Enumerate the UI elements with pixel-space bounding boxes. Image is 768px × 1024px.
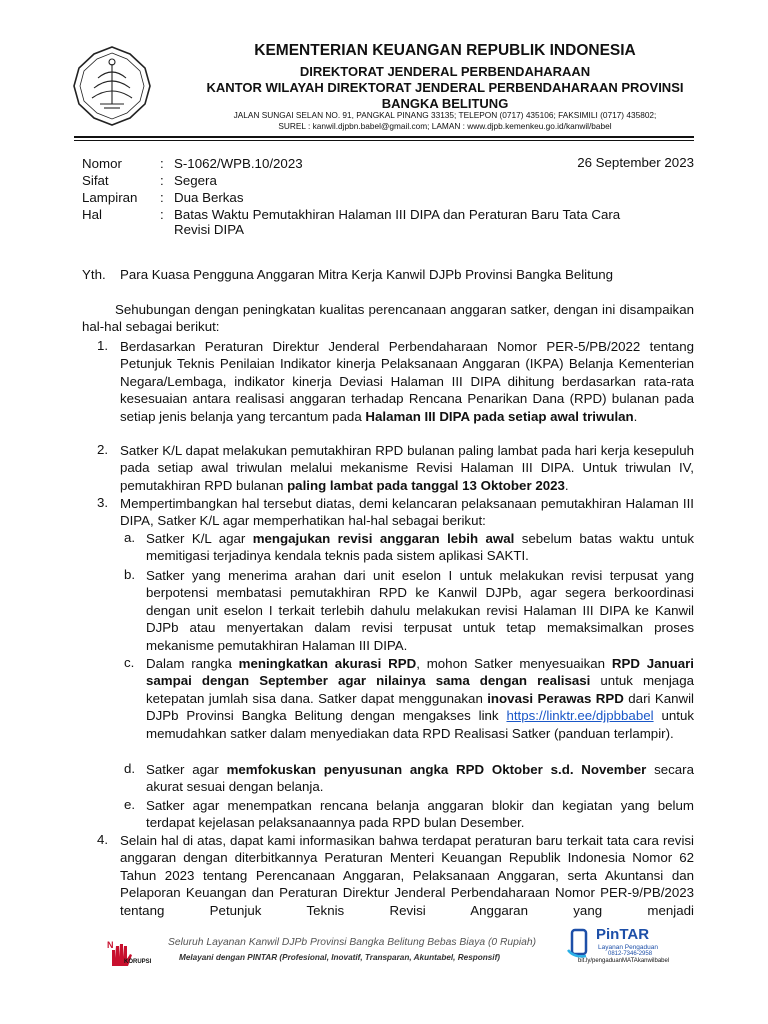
item-2-paragraph: Satker K/L dapat melakukan pemutakhiran RPD bulanan paling lambat pada hari kerja kesepuluh pada setiap awal triwulan melalui mekanisme Revisi Halaman III DIPA. Untuk triwulan IV, pemutakhiran RPD bulanan paling lambat pada tanggal 13 Oktober 2023. (120, 443, 694, 493)
hal-label: Hal (82, 207, 102, 222)
colon: : (160, 190, 164, 205)
letterhead-rule-thick (74, 136, 694, 138)
sifat-value: Segera (174, 173, 217, 188)
item-3-paragraph: Mempertimbangkan hal tersebut diatas, demi kelancaran pelaksanaan pemutakhiran Halaman III DIPA, Satker K/L agar memperhatikan hal-hal sebagai berikut: (120, 496, 694, 529)
phone-icon (566, 928, 594, 960)
hal-value-line1: Batas Waktu Pemutakhiran Halaman III DIPA dan Peraturan Baru Tata Cara (174, 207, 621, 222)
no-korupsi-text: KORUPSI (124, 959, 152, 965)
colon: : (160, 207, 164, 222)
subitem-letter: a. (124, 530, 136, 545)
stop-hand-icon (104, 938, 152, 970)
footer-line1: Seluruh Layanan Kanwil DJPb Provinsi Bangka Belitung Bebas Biaya (0 Rupiah) (168, 937, 537, 948)
colon: : (160, 173, 164, 188)
letterhead-address: JALAN SUNGAI SELAN NO. 91, PANGKAL PINANG 33135; TELEPON (0717) 435106; FAKSIMILI (0717) 435802; (233, 110, 657, 120)
no-korupsi-logo (104, 938, 152, 970)
perawas-link[interactable]: https://linktr.ee/djpbbabel (506, 708, 654, 724)
letterhead-office-line2: BANGKA BELITUNG (381, 96, 509, 111)
nomor-label: Nomor (82, 156, 122, 171)
subitem-e-paragraph: Satker agar menempatkan rencana belanja anggaran blokir dan kegiatan yang belum terdapat kejelasan pelaksanaannya pada RPD bulan Desember. (146, 798, 694, 831)
lampiran-label: Lampiran (82, 190, 138, 205)
subitem-a-paragraph: Satker K/L agar mengajukan revisi anggaran lebih awal sebelum batas waktu untuk memitigasi terjadinya kendala teknis pada sistem aplikasi SAKTI. (146, 531, 694, 564)
recipient-label: Yth. (82, 267, 106, 282)
item-1-paragraph: Berdasarkan Peraturan Direktur Jenderal Perbendaharaan Nomor PER-5/PB/2022 tentang Petunjuk Teknis Penilaian Indikator kinerja Pelaksanaan Anggaran (IKPA) Belanja Kementerian Negara/Lembaga, indikator kinerja Deviasi Halaman III DIPA dihitung berdasarkan rata-rata kesesuaian antara realisasi anggaran terhadap Rencana Penarikan Dana (RPD) bulanan pada setiap jenis belanja yang tercantum pada Halaman III DIPA pada setiap awal triwulan. (120, 339, 694, 424)
letterhead-contact: SUREL : kanwil.djpbn.babel@gmail.com; LAMAN : www.djpb.kemenkeu.go.id/kanwil/babel (278, 121, 612, 131)
item-number: 3. (97, 495, 109, 510)
subitem-b-paragraph: Satker yang menerima arahan dari unit eselon I untuk melakukan revisi terpusat yang berpotensi membatasi pemutakhiran RPD ke Kanwil DJPb, agar segera berkoordinasi dengan unit eselon I terkait terlebih dahulu melakukan revisi Halaman III DIPA ke Kanwil DJPb atau menyertakan dalam revisi terpusat untuk tetap memaksimalkan proses mekanisme pemutakhiran Halaman III DIPA. (146, 568, 694, 653)
item-4-paragraph: Selain hal di atas, dapat kami informasikan bahwa terdapat peraturan baru terkait tata cara revisi anggaran dengan diterbitkannya Peraturan Menteri Keuangan Republik Indonesia Nomor 62 Tahun 2023 tentang Perencanaan Anggaran, Pelaksanaan Anggaran, serta Akuntansi dan Pelaporan Keuangan dan Peraturan Direktur Jenderal Perbendaharaan Nomor PER-9/PB/2023 tentang Petunjuk Teknis Revisi Anggaran yang menjadi (120, 833, 694, 918)
letterhead-ministry: KEMENTERIAN KEUANGAN REPUBLIK INDONESIA (254, 42, 636, 59)
lampiran-value: Dua Berkas (174, 190, 244, 205)
item-number: 1. (97, 338, 109, 353)
subitem-letter: b. (124, 567, 136, 582)
pintar-phone: 0812-7346-2958 (608, 951, 653, 957)
pintar-subtitle: Layanan Pengaduan (598, 944, 659, 951)
intro-paragraph: Sehubungan dengan peningkatan kualitas perencanaan anggaran satker, dengan ini disampaikan hal-hal sebagai berikut: (82, 302, 694, 335)
hal-value-line2: Revisi DIPA (174, 222, 244, 237)
footer-line2: Melayani dengan PINTAR (Profesional, Inovatif, Transparan, Akuntabel, Responsif) (179, 953, 501, 962)
pintar-title: PinTAR (596, 926, 650, 943)
sifat-label: Sifat (82, 173, 109, 188)
letterhead-rule-thin (74, 140, 694, 141)
recipient-value: Para Kuasa Pengguna Anggaran Mitra Kerja Kanwil DJPb Provinsi Bangka Belitung (120, 267, 614, 282)
item-number: 2. (97, 442, 109, 457)
colon: : (160, 156, 164, 171)
svg-text:N: N (107, 940, 114, 950)
letterhead-directorate: DIREKTORAT JENDERAL PERBENDAHARAAN (299, 64, 591, 79)
subitem-letter: e. (124, 797, 136, 812)
letterhead-office-line1: KANTOR WILAYAH DIREKTORAT JENDERAL PERBENDAHARAAN PROVINSI (206, 80, 684, 95)
subitem-d-paragraph: Satker agar memfokuskan penyusunan angka RPD Oktober s.d. November secara akurat sesuai dengan belanja. (146, 762, 694, 795)
subitem-letter: d. (124, 761, 136, 776)
item-number: 4. (97, 832, 109, 847)
letter-date: 26 September 2023 (577, 155, 694, 170)
pintar-url: bit.ly/pengaduanMATAkanwilbabel (578, 958, 670, 964)
ministry-logo (70, 44, 154, 128)
subitem-letter: c. (124, 655, 135, 670)
nomor-value: S-1062/WPB.10/2023 (174, 156, 303, 171)
subitem-c-paragraph: Dalam rangka meningkatkan akurasi RPD, mohon Satker menyesuaikan RPD Januari sampai dengan September agar nilainya sama dengan realisasi untuk menjaga ketepatan jumlah sisa dana. Satker dapat menggunakan inovasi Perawas RPD dari Kanwil DJPb Provinsi Bangka Belitung dengan mengakses link https://linktr.ee/djpbbabel untuk memudahkan satker dalam menyediakan data RPD Realisasi Satker (panduan terlampir). (146, 656, 695, 741)
